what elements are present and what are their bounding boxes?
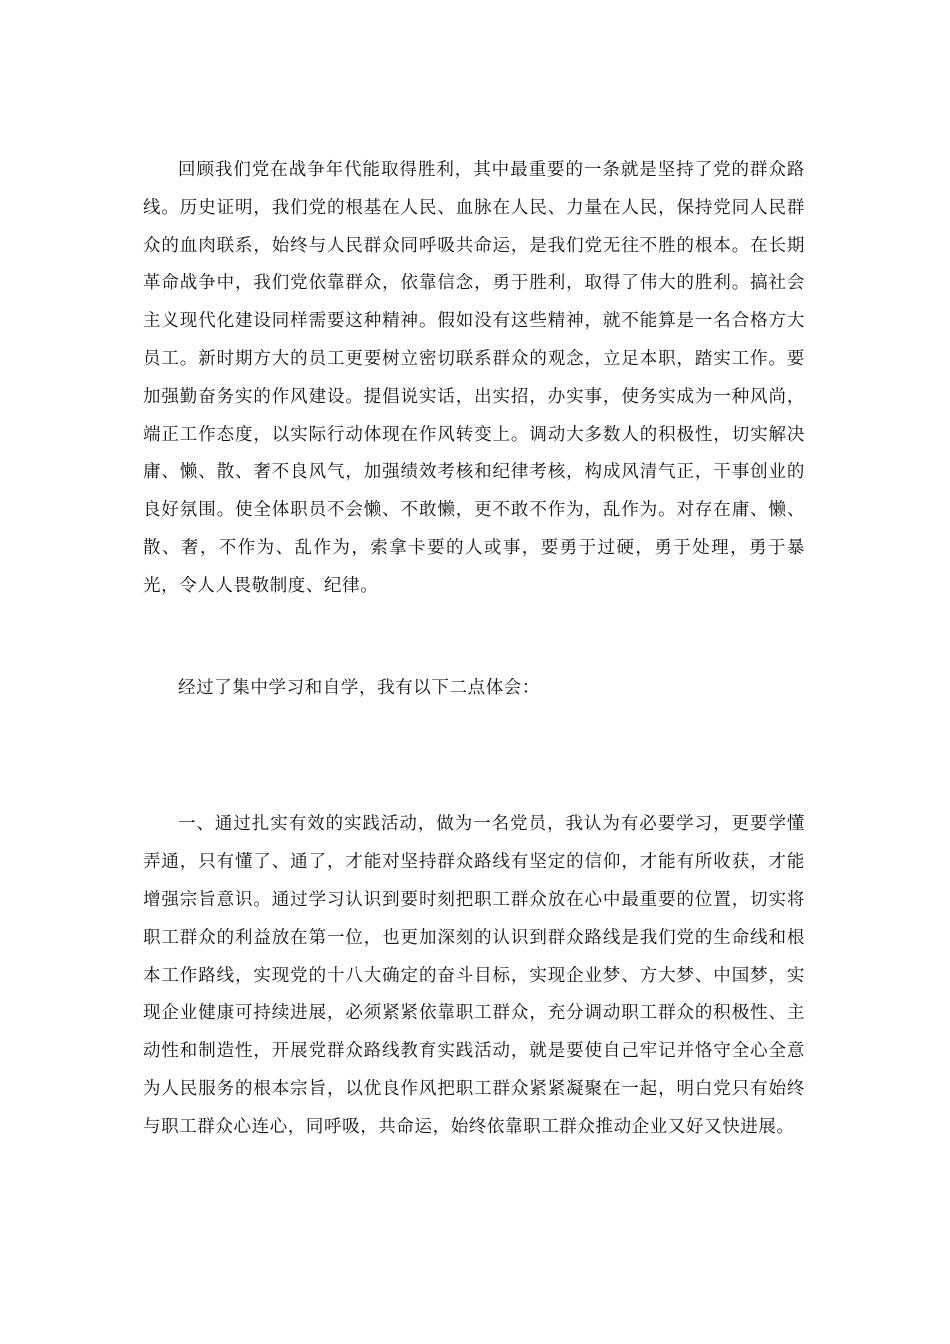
paragraph-spacer bbox=[143, 606, 805, 670]
paragraph-insight-one: 一、通过扎实有效的实践活动，做为一名党员，我认为有必要学习，更要学懂弄通，只有懂了、通了，才能对坚持群众路线有坚定的信仰，才能有所收获，才能增强宗旨意识。通过学习认识到要时刻把职工群众放在心中最重要的位置，切实将职工群众的利益放在第一位，也更加深刻的认识到群众路线是我们党的生命线和根本工作路线，实现党的十八大确定的奋斗目标，实现企业梦、方大梦、中国梦，实现企业健康可持续进展，必须紧紧依靠职工群众，充分调动职工群众的积极性、主动性和制造性，开展党群众路线教育实践活动，就是要使自己牢记并恪守全心全意为人民服务的根本宗旨，以优良作风把职工群众紧紧凝聚在一起，明白党只有始终与职工群众心连心，同呼吸，共命运，始终依靠职工群众推动企业又好又快进展。 bbox=[143, 814, 805, 1137]
paragraph-mass-line: 回顾我们党在战争年代能取得胜利，其中最重要的一条就是坚持了党的群众路线。历史证明，我们党的根基在人民、血脉在人民、力量在人民，保持党同人民群众的血肉联系，始终与人民群众同呼吸共命运，是我们党无往不胜的根本。在长期革命战争中，我们党依靠群众，依靠信念，勇于胜利，取得了伟大的胜利。搞社会主义现代化建设同样需要这种精神。假如没有这些精神，就不能算是一名合格方大员工。新时期方大的员工更要树立密切联系群众的观念，立足本职，踏实工作。要加强勤奋务实的作风建设。提倡说实话，出实招，办实事，使务实成为一种风尚，端正工作态度，以实际行动体现在作风转变上。调动大多数人的积极性，切实解决庸、懒、散、奢不良风气，加强绩效考核和纪律考核，构成风清气正，干事创业的良好氛围。使全体职员不会懒、不敢懒，更不敢不作为，乱作为。对存在庸、懒、散、奢，不作为、乱作为，索拿卡要的人或事，要勇于过硬，勇于处理，勇于暴光，令人人畏敬制度、纪律。 bbox=[143, 160, 805, 596]
paragraph-spacer bbox=[143, 707, 805, 806]
document-body bbox=[143, 152, 805, 1147]
paragraph-insights-intro: 经过了集中学习和自学，我有以下二点体会： bbox=[178, 677, 540, 698]
